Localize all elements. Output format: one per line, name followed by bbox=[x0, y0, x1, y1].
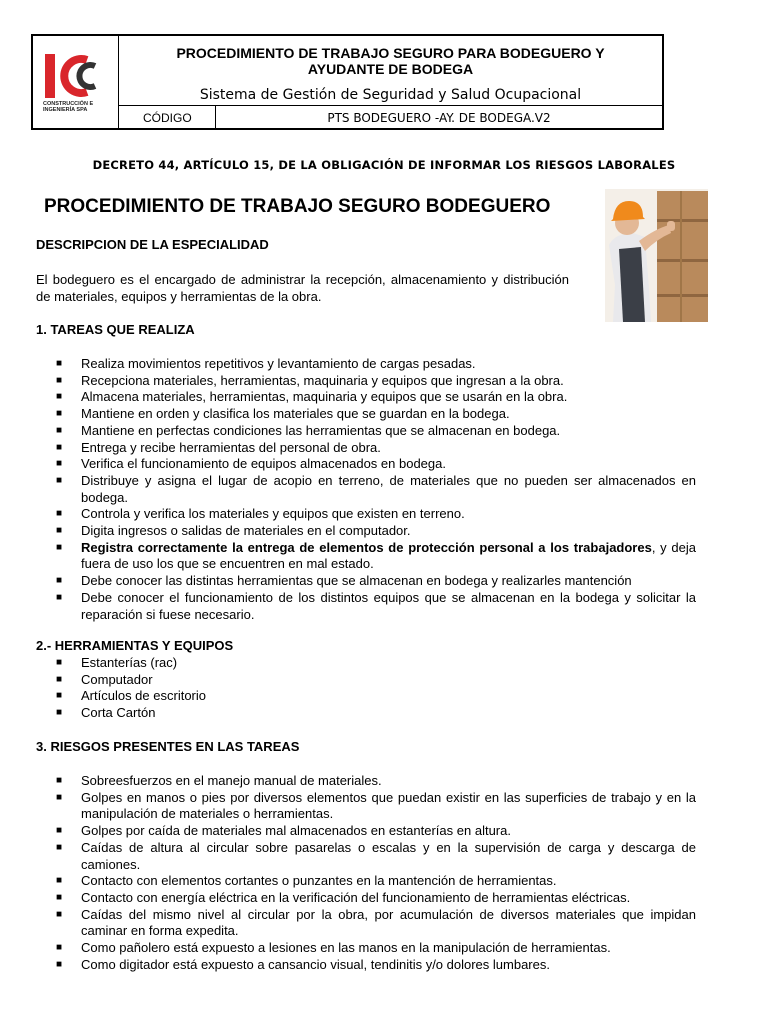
code-value: PTS BODEGUERO -AY. DE BODEGA.V2 bbox=[327, 111, 551, 125]
logo-cell bbox=[33, 36, 119, 130]
list-item: ■ Artículos de escritorio bbox=[56, 688, 696, 705]
tools-heading: 2.- HERRAMIENTAS Y EQUIPOS bbox=[36, 638, 234, 653]
list-item: ■ Contacto con elementos cortantes o punzantes en la mantención de herramientas. bbox=[56, 873, 696, 890]
list-item: ■ Entrega y recibe herramientas del personal de obra. bbox=[56, 440, 696, 457]
list-item: ■ Controla y verifica los materiales y equipos que existen en terreno. bbox=[56, 506, 696, 523]
list-item: ■ Mantiene en perfectas condiciones las herramientas que se almacenan en bodega. bbox=[56, 423, 696, 440]
specialty-heading: DESCRIPCION DE LA ESPECIALIDAD bbox=[36, 237, 269, 252]
list-item: ■ Mantiene en orden y clasifica los materiales que se guardan en la bodega. bbox=[56, 406, 696, 423]
title-cell bbox=[119, 36, 662, 106]
risks-list bbox=[56, 773, 696, 973]
specialty-text: El bodeguero es el encargado de administrar la recepción, almacenamiento y distribución de materiales, equipos y herramientas de la obra. bbox=[36, 272, 569, 304]
tools-list bbox=[56, 655, 696, 722]
risks-heading: 3. RIESGOS PRESENTES EN LAS TAREAS bbox=[36, 739, 300, 754]
list-item-bold: Registra correctamente la entrega de elementos de protección personal a los trabajadores bbox=[81, 539, 652, 555]
list-item: ■ Como digitador está expuesto a cansancio visual, tendinitis y/o dolores lumbares. bbox=[56, 957, 696, 974]
list-item: ■ Golpes en manos o pies por diversos elementos que puedan existir en las superficies de trabajo y en la manipulación de materiales o herramientas. bbox=[56, 790, 696, 823]
list-item: ■ Estanterías (rac) bbox=[56, 655, 696, 672]
list-item: ■ Corta Cartón bbox=[56, 705, 696, 722]
list-item-rest: , y deja fuera de uso los que se encuentren en mal estado. bbox=[81, 539, 696, 572]
worker-photo bbox=[605, 189, 708, 322]
logo-cc-mark bbox=[43, 54, 109, 100]
list-item: ■ Computador bbox=[56, 672, 696, 689]
list-item: ■ Digita ingresos o salidas de materiales en el computador. bbox=[56, 523, 696, 540]
list-item: ■ Como pañolero está expuesto a lesiones en las manos en la manipulación de herramientas. bbox=[56, 940, 696, 957]
list-item: ■ Caídas de altura al circular sobre pasarelas o escalas y en la supervisión de carga y descarga de camiones. bbox=[56, 840, 696, 873]
tasks-list bbox=[56, 356, 696, 623]
code-label: CÓDIGO bbox=[119, 106, 216, 130]
list-item: ■ Realiza movimientos repetitivos y levantamiento de cargas pesadas. bbox=[56, 356, 696, 373]
list-item: ■ Contacto con energía eléctrica en la verificación del funcionamiento de herramientas eléctricas. bbox=[56, 890, 696, 907]
list-item: ■ Caídas del mismo nivel al circular por la obra, por acumulación de diversos materiales que impidan caminar en forma expedita. bbox=[56, 907, 696, 940]
document-subtitle: Sistema de Gestión de Seguridad y Salud Ocupacional bbox=[199, 87, 582, 103]
logo-text: CONSTRUCCIÓN E INGENIERÍA SPA bbox=[43, 101, 94, 113]
list-item: ■ Verifica el funcionamiento de equipos almacenados en bodega. bbox=[56, 456, 696, 473]
list-item: ■ Distribuye y asigna el lugar de acopio en terreno, de materiales que no pueden ser almacenados en bodega. bbox=[56, 473, 696, 506]
list-item: ■ Debe conocer el funcionamiento de los distintos equipos que se almacenan en la bodega y solicitar la reparación si fuese necesario. bbox=[56, 590, 696, 623]
list-item: ■ Almacena materiales, herramientas, maquinaria y equipos que se usarán en la obra. bbox=[56, 389, 696, 406]
list-item: ■ Sobreesfuerzos en el manejo manual de materiales. bbox=[56, 773, 696, 790]
company-logo bbox=[43, 54, 109, 126]
document-title: PROCEDIMIENTO DE TRABAJO SEGURO PARA BODEGUERO Y AYUDANTE DE BODEGA bbox=[176, 45, 605, 77]
list-item: ■ Recepciona materiales, herramientas, maquinaria y equipos que ingresan a la obra. bbox=[56, 373, 696, 390]
tasks-heading: 1. TAREAS QUE REALIZA bbox=[36, 322, 195, 337]
list-item bbox=[56, 540, 696, 573]
decree-line: DECRETO 44, ARTÍCULO 15, DE LA OBLIGACIÓN DE INFORMAR LOS RIESGOS LABORALES bbox=[92, 158, 676, 172]
list-item: ■ Debe conocer las distintas herramientas que se almacenan en bodega y realizarles mantención bbox=[56, 573, 696, 590]
document-header bbox=[31, 34, 664, 130]
main-title: PROCEDIMIENTO DE TRABAJO SEGURO BODEGUERO bbox=[44, 196, 551, 217]
list-item: ■ Golpes por caída de materiales mal almacenados en estanterías en altura. bbox=[56, 823, 696, 840]
